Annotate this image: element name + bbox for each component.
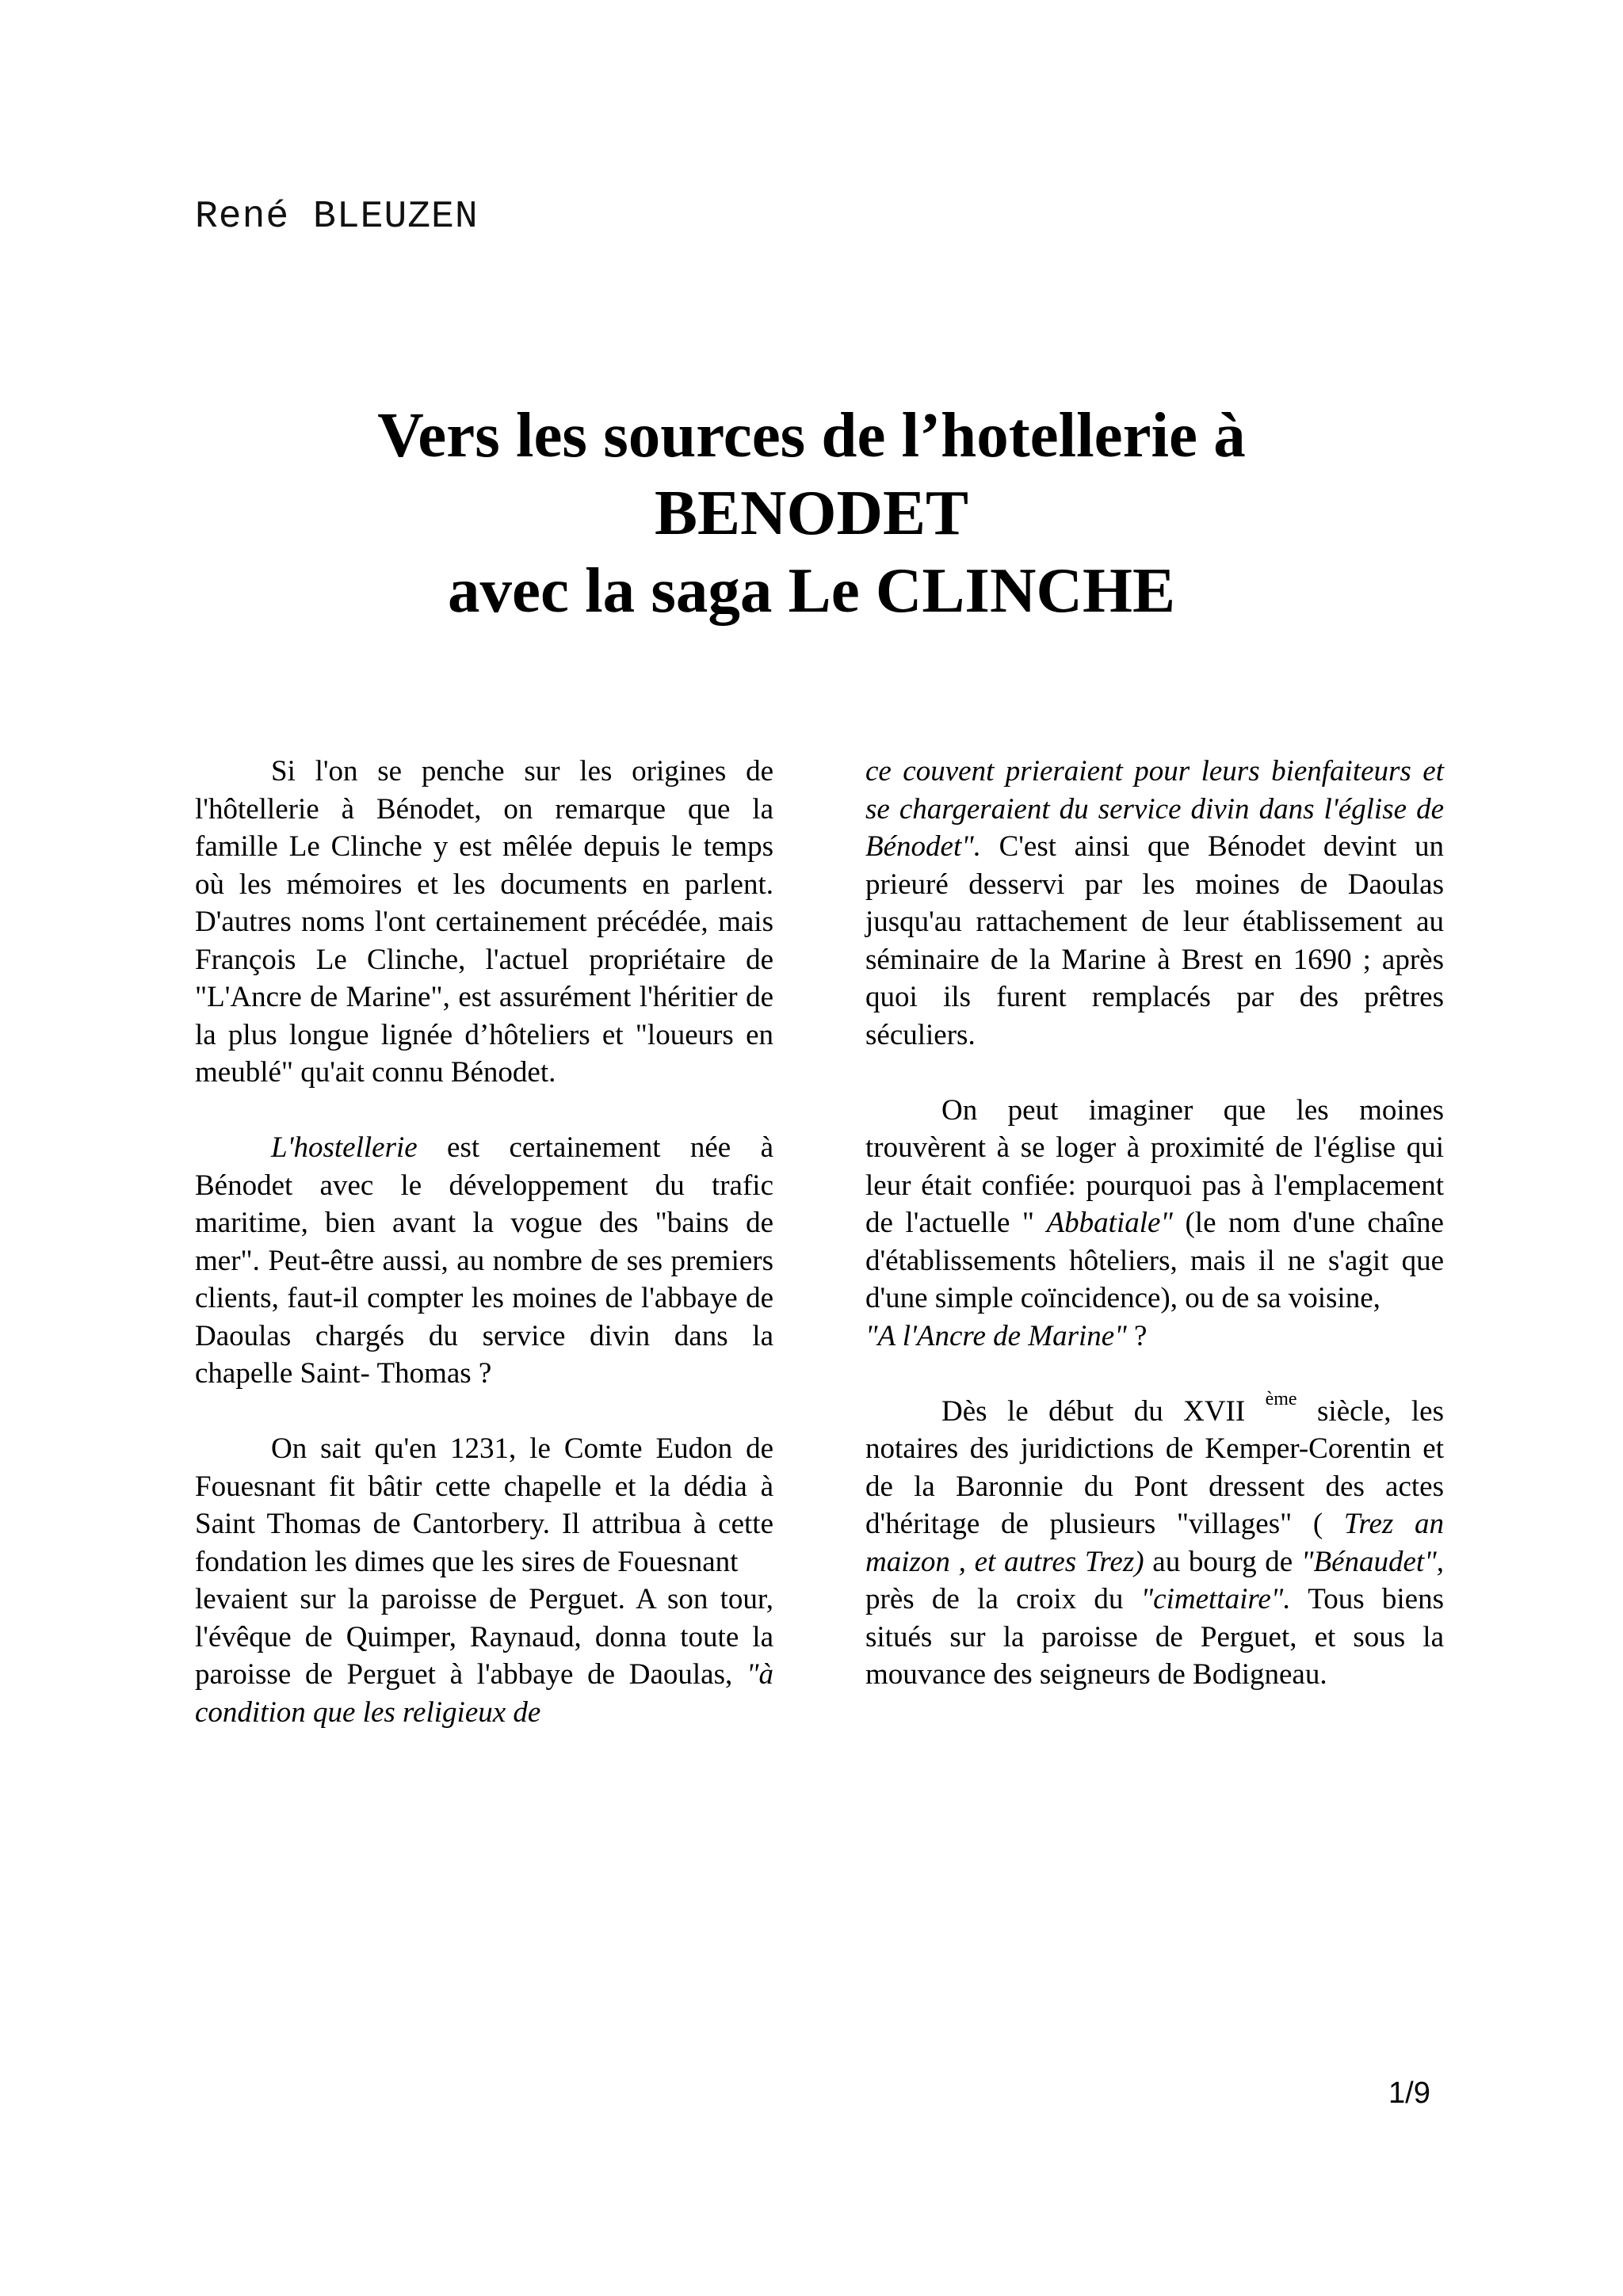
paragraph xyxy=(195,1129,773,1393)
paragraph xyxy=(195,1581,773,1731)
paragraph-text: Si l'on se penche sur les origines de l'hôtellerie à Bénodet, on remarque que la famille Le Clinche y est mêlée depuis le temps où les mémoires et les documents en parlent. D'autres noms l'ont certainement précédée, mais François Le Clinche, l'actuel propriétaire de "L'Ancre de Marine", est assurément l'héritier de la plus longue lignée d’hôteliers et "loueurs en meublé" qu'ait connu Bénodet. xyxy=(195,755,773,1089)
author-name: René BLEUZEN xyxy=(195,196,479,238)
document-title xyxy=(195,396,1428,629)
paragraph-text: au bourg de xyxy=(1144,1545,1301,1578)
paragraph-text: est certainement née à Bénodet avec le développement du trafic maritime, bien avant la vogue des "bains de mer". Peut-être aussi, au nombre de ses premiers clients, faut-il compter les moines de l'abbaye de Daoulas chargés du service divin dans la chapelle Saint- Thomas ? xyxy=(195,1131,773,1390)
paragraph-text: levaient sur la paroisse de Perguet. A son tour, l'évêque de Quimper, Raynaud, donna toute la paroisse de Perguet à l'abbaye de Daoulas, xyxy=(195,1583,773,1691)
paragraph-text: près de la croix du xyxy=(865,1583,1141,1615)
italic-text: "A l'Ancre de Marine" xyxy=(865,1319,1127,1352)
paragraph-text: (le nom d'une chaîne d'établissements hôteliers, mais il ne s'agit que d'une simple coïncidence), ou de sa voisine, xyxy=(865,1207,1444,1314)
left-column xyxy=(195,753,773,1769)
paragraph-text: Tous biens situés sur la paroisse de Perguet, et sous la mouvance des seigneurs de Bodigneau. xyxy=(865,1583,1444,1691)
paragraph xyxy=(195,1430,773,1581)
paragraph xyxy=(195,753,773,1092)
paragraph xyxy=(865,753,1444,1054)
page-number: 1/9 xyxy=(1388,2077,1430,2110)
paragraph xyxy=(865,1092,1444,1356)
title-line-1: Vers les sources de l’hotellerie à xyxy=(377,399,1246,471)
italic-text: "cimettaire". xyxy=(1140,1583,1291,1615)
paragraph-text: Dès le début du XVII xyxy=(941,1394,1266,1428)
italic-text: "Bénaudet", xyxy=(1300,1545,1444,1578)
paragraph xyxy=(865,1389,1445,1694)
paragraph-text: C'est ainsi que Bénodet devint un prieuré desservi par les moines de Daoulas jusqu'au rattachement de leur établissement au séminaire de la Marine à Brest en 1690 ; après quoi ils furent remplacés par des prêtres séculiers. xyxy=(865,830,1444,1051)
title-line-3: avec la saga Le CLINCHE xyxy=(448,555,1175,626)
paragraph-text: On sait qu'en 1231, le Comte Eudon de Fouesnant fit bâtir cette chapelle et la dédia à Saint Thomas de Cantorbery. Il attribua à cette fondation les dimes que les sires de Fouesnant xyxy=(195,1432,773,1578)
title-line-2: BENODET xyxy=(654,477,969,548)
italic-text: L'hostellerie xyxy=(271,1131,418,1164)
italic-text: ce couvent prieraient pour leurs bienfaiteurs et se chargeraient du service divin dans l'église de Bénodet". xyxy=(865,755,1444,863)
right-column xyxy=(865,753,1444,1731)
paragraph-text: siècle, les notaires des juridictions de Kemper-Corentin et de la Baronnie du Pont dressent des actes d'héritage de plusieurs "villages" ( xyxy=(865,1394,1445,1540)
superscript: ème xyxy=(1265,1389,1297,1410)
paragraph-text: On peut imaginer que les moines trouvèrent à se loger à proximité de l'église qui leur était confiée: pourquoi pas à l'emplacement de l'actuelle " xyxy=(865,1093,1444,1239)
paragraph-text: ? xyxy=(1126,1319,1148,1352)
italic-text: Trez an maizon , et autres Trez) xyxy=(865,1508,1444,1578)
italic-text: Abbatiale" xyxy=(1046,1207,1173,1239)
italic-text: "à condition que les religieux de xyxy=(195,1658,773,1729)
